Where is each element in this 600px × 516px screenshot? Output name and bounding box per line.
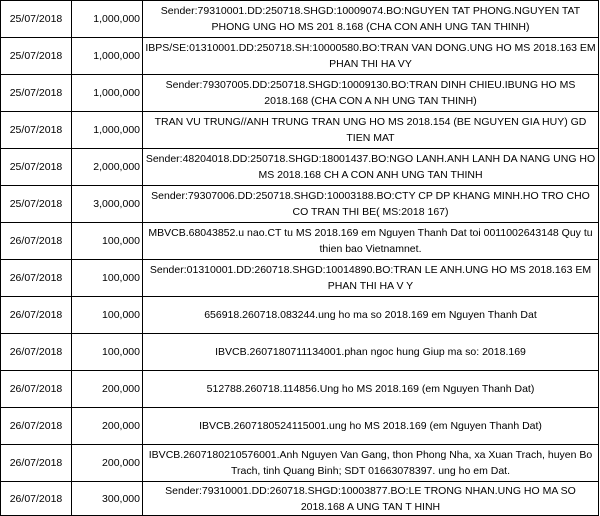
amount-cell: 1,000,000 (72, 112, 143, 149)
amount-cell: 1,000,000 (72, 75, 143, 112)
table-row (1, 297, 599, 334)
description-cell: 512788.260718.114856.Ung ho MS 2018.169 (em Nguyen Thanh Dat) (143, 371, 599, 408)
description-cell: Sender:79310001.DD:260718.SHGD:10003877.BO:LE TRONG NHAN.UNG HO MA SO 2018.168 A UNG TAN T HINH (143, 482, 599, 516)
date-cell: 26/07/2018 (1, 408, 72, 445)
amount-cell: 3,000,000 (72, 186, 143, 223)
table-row (1, 186, 599, 223)
amount-cell: 1,000,000 (72, 38, 143, 75)
description-cell: Sender:79307006.DD:250718.SHGD:10003188.BO:CTY CP DP KHANG MINH.HO TRO CHO CO TRAN THI BE( MS:2018 167) (143, 186, 599, 223)
description-cell: IBVCB.2607180711134001.phan ngoc hung Giup ma so: 2018.169 (143, 334, 599, 371)
amount-cell: 300,000 (72, 482, 143, 516)
date-cell: 26/07/2018 (1, 334, 72, 371)
description-cell: TRAN VU TRUNG//ANH TRUNG TRAN UNG HO MS 2018.154 (BE NGUYEN GIA HUY) GD TIEN MAT (143, 112, 599, 149)
amount-cell: 1,000,000 (72, 1, 143, 38)
table-row (1, 1, 599, 38)
table-row (1, 38, 599, 75)
table-row (1, 334, 599, 371)
description-cell: IBPS/SE:01310001.DD:250718.SH:10000580.BO:TRAN VAN DONG.UNG HO MS 2018.163 EM PHAN THI HA VY (143, 38, 599, 75)
table-row (1, 260, 599, 297)
description-cell: IBVCB.2607180210576001.Anh Nguyen Van Gang, thon Phong Nha, xa Xuan Trach, huyen Bo Trach, tinh Quang Binh; SDT 01663078397. ung ho em Dat. (143, 445, 599, 482)
date-cell: 25/07/2018 (1, 75, 72, 112)
amount-cell: 200,000 (72, 445, 143, 482)
date-cell: 26/07/2018 (1, 297, 72, 334)
date-cell: 25/07/2018 (1, 1, 72, 38)
date-cell: 26/07/2018 (1, 371, 72, 408)
description-cell: Sender:79310001.DD:250718.SHGD:10009074.BO:NGUYEN TAT PHONG.NGUYEN TAT PHONG UNG HO MS 201 8.168 (CHA CON ANH UNG TAN THINH) (143, 1, 599, 38)
table-row (1, 75, 599, 112)
date-cell: 25/07/2018 (1, 112, 72, 149)
amount-cell: 100,000 (72, 260, 143, 297)
description-cell: Sender:01310001.DD:260718.SHGD:10014890.BO:TRAN LE ANH.UNG HO MS 2018.163 EM PHAN THI HA V Y (143, 260, 599, 297)
table-row (1, 482, 599, 516)
date-cell: 25/07/2018 (1, 149, 72, 186)
amount-cell: 100,000 (72, 297, 143, 334)
date-cell: 25/07/2018 (1, 186, 72, 223)
description-cell: IBVCB.2607180524115001.ung ho MS 2018.169 (em Nguyen Thanh Dat) (143, 408, 599, 445)
date-cell: 25/07/2018 (1, 38, 72, 75)
amount-cell: 100,000 (72, 223, 143, 260)
amount-cell: 200,000 (72, 408, 143, 445)
date-cell: 26/07/2018 (1, 223, 72, 260)
table-row (1, 371, 599, 408)
date-cell: 26/07/2018 (1, 260, 72, 297)
description-cell: Sender:79307005.DD:250718.SHGD:10009130.BO:TRAN DINH CHIEU.IBUNG HO MS 2018.168 (CHA CON A NH UNG TAN THINH) (143, 75, 599, 112)
table-row (1, 408, 599, 445)
date-cell: 26/07/2018 (1, 482, 72, 516)
amount-cell: 100,000 (72, 334, 143, 371)
table-row (1, 223, 599, 260)
amount-cell: 2,000,000 (72, 149, 143, 186)
table-row (1, 112, 599, 149)
description-cell: MBVCB.68043852.u nao.CT tu MS 2018.169 em Nguyen Thanh Dat toi 0011002643148 Quy tu thien bao Vietnamnet. (143, 223, 599, 260)
table-row (1, 149, 599, 186)
date-cell: 26/07/2018 (1, 445, 72, 482)
table-row (1, 445, 599, 482)
description-cell: Sender:48204018.DD:250718.SHGD:18001437.BO:NGO LANH.ANH LANH DA NANG UNG HO MS 2018.168 CH A CON ANH UNG TAN THINH (143, 149, 599, 186)
amount-cell: 200,000 (72, 371, 143, 408)
description-cell: 656918.260718.083244.ung ho ma so 2018.169 em Nguyen Thanh Dat (143, 297, 599, 334)
